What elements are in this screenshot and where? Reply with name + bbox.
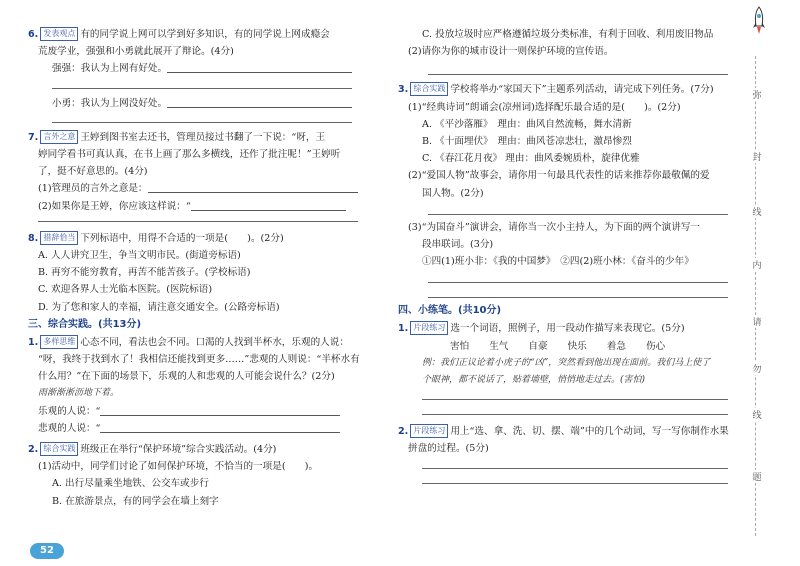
word-option: 快乐 — [567, 340, 587, 352]
s3q3-sub2b: 国人物。(2分) — [422, 187, 484, 199]
w1-example-line2: 个眼神，都不说话了，贴着墙壁，悄悄地走过去。(害怕) — [422, 375, 646, 386]
s3q3-sub3-answer-line-2[interactable] — [428, 283, 728, 298]
s3q1-pessimist-text: 悲观的人说：“ — [38, 422, 101, 434]
q8-stem — [28, 230, 380, 247]
section-4-heading: 四、小练笔。(共10分) — [398, 305, 502, 317]
q6-yong-answer-line[interactable] — [167, 96, 352, 108]
s3q3-option-b: B. 《十面埋伏》 理由：曲风苍凉悲壮，激昂惨烈 — [422, 136, 632, 148]
q7-line3: 了，挺不好意思的。(4分) — [38, 166, 148, 178]
q8-option-d: D. 为了您和家人的幸福，请注意交通安全。(公路旁标语) — [38, 301, 280, 313]
s3q1-optimist-answer-line[interactable] — [100, 404, 340, 416]
seal-label: 内 — [744, 258, 770, 271]
w1-word-list — [398, 338, 728, 355]
s3q3-sub3-answer-line-1[interactable] — [428, 270, 728, 283]
q7-text1: 王婷到图书室去还书，管理员接过书翻了一下说：“呀，王 — [80, 131, 326, 143]
q6-line2: 荒废学业，强强和小勇就此展开了辩论。(4分) — [38, 46, 234, 58]
q6-number: 6. — [28, 29, 39, 40]
page-number-badge: 52 — [30, 543, 64, 559]
s3q3-tag: 综合实践 — [410, 82, 448, 96]
q7-sub1-text: (1)管理员的言外之意是： — [38, 183, 148, 195]
q7-sub2 — [28, 198, 380, 215]
q7-sub1-answer-line[interactable] — [148, 181, 358, 193]
q6-answer-line[interactable] — [52, 78, 352, 89]
s3q1-line2: “呀，我终于找到水了！我相信还能找到更多……”悲观的人则说：“半杯水有 — [38, 354, 360, 366]
w1-answer-line-2[interactable] — [422, 400, 728, 415]
q7-number: 7. — [28, 131, 39, 143]
s3q1-optimist — [28, 403, 380, 420]
seal-line-strip — [742, 0, 772, 566]
q7-tag: 言外之意 — [40, 130, 78, 144]
word-option: 生气 — [489, 340, 509, 352]
w2-answer-line-1[interactable] — [422, 458, 728, 469]
w1-stem — [398, 320, 728, 337]
s3q2-option-a: A. 出行尽量乘坐地铁、公交车或步行 — [52, 478, 209, 490]
s3q1-pessimist-answer-line[interactable] — [100, 421, 340, 433]
s3q1-number: 1. — [28, 336, 39, 348]
s3q2-answer-line[interactable] — [428, 60, 728, 75]
s3q1-line1 — [28, 334, 380, 351]
s3q2-sub2: (2)请你为你的城市设计一则保护环境的宣传语。 — [408, 46, 614, 58]
w1-stem-text: 选一个词语，照例子，用一段动作描写来表现它。(5分) — [450, 323, 685, 335]
s3q1-scene: 雨渐渐淅沥地下着。 — [38, 388, 120, 399]
w1-answer-line-1[interactable] — [422, 389, 728, 400]
s3q3-option-a: A. 《平沙落雁》 理由：曲风自然流畅，舞水清新 — [422, 118, 632, 130]
q7-sub2-answer-line[interactable] — [191, 199, 346, 211]
s3q1-pessimist — [28, 420, 380, 437]
q6-yong — [28, 95, 380, 112]
w2-number: 2. — [398, 426, 409, 438]
s3q3-sub2a: (2)“爱国人物”故事会，请你用一句最具代表性的话来推荐你最敬佩的爱 — [408, 170, 710, 182]
s3q3-number: 3. — [398, 84, 409, 96]
s3q3-stem-text: 学校将举办“家国天下”主题系列活动，请完成下列任务。(7分) — [450, 84, 714, 96]
q8-option-a: A. 人人讲究卫生，争当文明市民。(街道旁标语) — [38, 250, 241, 262]
w2-line1 — [398, 423, 728, 440]
seal-label: 弥 — [744, 88, 770, 101]
s3q1-tag: 多样思维 — [40, 335, 78, 349]
seal-label: 线 — [744, 205, 770, 218]
word-option: 伤心 — [645, 340, 666, 352]
section-3-heading: 三、综合实践。(共13分) — [28, 318, 142, 330]
q7-sub2-text: (2)如果你是王婷，你应该这样说：“ — [38, 200, 191, 212]
s3q2-stem-text: 班级正在举行“保护环境”综合实践活动。(4分) — [80, 444, 277, 456]
s3q3-sub1: (1)“经典诗词”朗诵会(凉州词)选择配乐最合适的是( )。(2分) — [408, 101, 681, 113]
s3q3-sub2-answer-line[interactable] — [428, 202, 728, 215]
w2-text1: 用上“选、拿、洗、切、摆、端”中的几个动词，写一写你制作水果 — [450, 426, 729, 438]
w2-line2: 拼盘的过程。(5分) — [408, 443, 489, 455]
w1-example-line1: 例：我们正议论着小虎子的“凶”，突然看到他出现在面前。我们马上使了 — [422, 357, 711, 368]
q8-option-c: C. 欢迎各界人士光临本医院。(医院标语) — [38, 284, 213, 296]
word-option: 自豪 — [528, 340, 548, 352]
s3q1-text1: 心态不同，看法也会不同。口渴的人找到半杯水，乐观的人说： — [80, 336, 349, 348]
s3q3-sub3c: ①四(1)班小非：《我的中国梦》 ②四(2)班小林：《奋斗的少年》 — [422, 256, 694, 268]
word-option: 害怕 — [450, 340, 470, 352]
q8-number: 8. — [28, 232, 39, 244]
q8-option-b: B. 再穷不能穷教育，再苦不能苦孩子。(学校标语) — [38, 267, 251, 279]
q6-qiang-answer-line[interactable] — [167, 61, 352, 73]
seal-label: 封 — [744, 150, 770, 163]
s3q3-sub3a: (3)“为国奋斗”演讲会，请你当一次小主持人，为下面的两个演讲写一 — [408, 221, 701, 233]
seal-dashed-line — [755, 56, 756, 536]
s3q1-optimist-text: 乐观的人说：“ — [38, 405, 101, 417]
w1-tag: 片段练习 — [410, 321, 448, 335]
s3q2-tag: 综合实践 — [40, 442, 78, 456]
seal-label: 线 — [744, 408, 770, 421]
s3q2-number: 2. — [28, 444, 39, 456]
q6-answer-line-2[interactable] — [52, 112, 352, 123]
q6-qiang — [28, 60, 380, 77]
q6-text1: 有的同学说上网可以学到好多知识，有的同学说上网成瘾会 — [80, 29, 330, 40]
q7-line2: 婷同学看书可真认真，在书上画了那么多横线，还作了批注呢！”王婷听 — [38, 149, 341, 161]
s3q3-stem — [398, 81, 728, 98]
seal-label: 题 — [744, 470, 770, 483]
w1-number: 1. — [398, 323, 409, 335]
w2-tag: 片段练习 — [410, 424, 448, 438]
q6-line1 — [28, 26, 380, 43]
q7-sub1 — [28, 180, 380, 197]
q6-yong-text: 小勇：我认为上网没好处。 — [52, 97, 168, 109]
seal-label: 请 — [744, 315, 770, 328]
word-option: 着急 — [606, 340, 626, 352]
q7-answer-line[interactable] — [38, 215, 358, 222]
s3q2-option-b: B. 在旅游景点，有的同学会在墙上刻字 — [52, 495, 219, 507]
q6-qiang-text: 强强：我认为上网有好处。 — [52, 63, 168, 75]
s3q2-option-c: C. 投放垃圾时应严格遵循垃圾分类标准，有利于回收、利用废旧物品 — [422, 29, 714, 40]
s3q1-line3: 什么用？”在下面的场景下，乐观的人和悲观的人可能会说什么？(2分) — [38, 371, 335, 383]
q6-tag: 发表观点 — [40, 27, 78, 41]
w2-answer-line-2[interactable] — [422, 469, 728, 484]
s3q3-option-c: C. 《春江花月夜》 理由：曲风委婉质朴，旋律优雅 — [422, 153, 640, 165]
s3q2-sub1: (1)活动中，同学们讨论了如何保护环境，不恰当的一项是( )。 — [38, 461, 319, 473]
right-column — [398, 26, 728, 484]
s3q3-sub3b: 段串联词。(3分) — [422, 239, 494, 251]
q8-stem-text: 下列标语中，用得不合适的一项是( )。(2分) — [80, 232, 284, 244]
left-column — [28, 26, 380, 510]
q7-line1 — [28, 129, 380, 146]
s3q2-stem — [28, 441, 380, 458]
seal-label: 勿 — [744, 362, 770, 375]
q8-tag: 措辞恰当 — [40, 231, 78, 245]
